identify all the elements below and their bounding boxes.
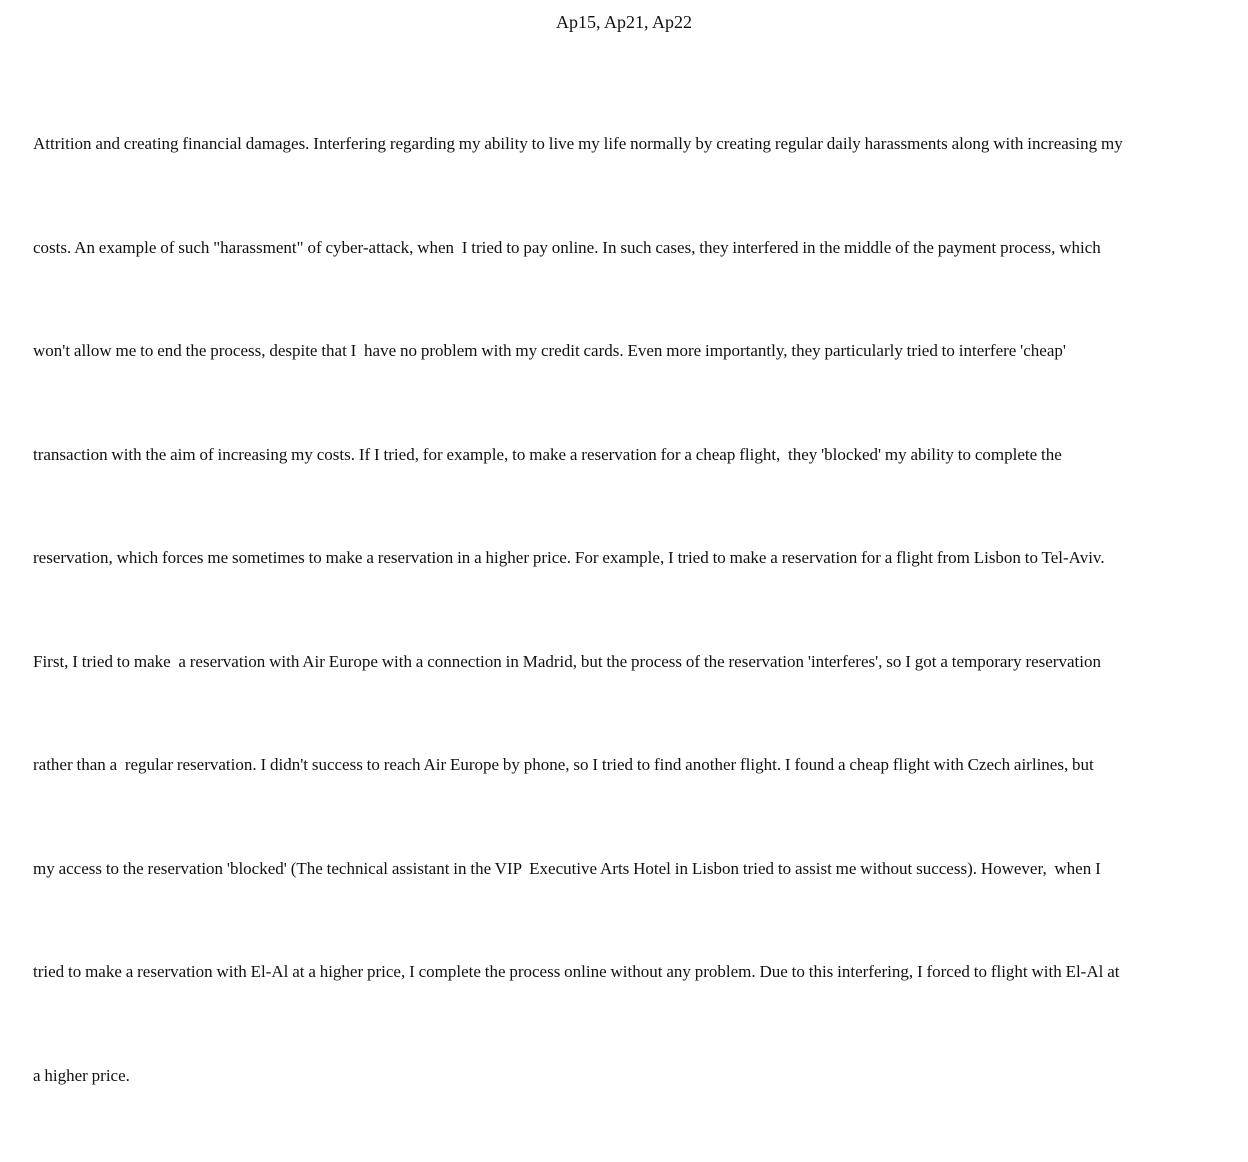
paragraph-line: reservation, which forces me sometimes to make a reservation in a higher price. For example, I tried to make a reservation for a flight from Lisbon to Tel-Aviv. [33,548,1105,567]
paragraph-line: won't allow me to end the process, despite that I have no problem with my credit cards. Even more importantly, they particularly tried to interfere 'cheap' [33,341,1066,360]
paragraph-line: my access to the reservation 'blocked' (The technical assistant in the VIP Executive Arts Hotel in Lisbon tried to assist me without success). However, when I [33,858,1101,878]
paragraph-line: Attrition and creating financial damages. Interfering regarding my ability to live my life normally by creating regular daily harassments along with increasing my [33,134,1123,153]
paragraph-line: a higher price. [33,1065,130,1085]
paragraph-line: First, I tried to make a reservation with Air Europe with a connection in Madrid, but the process of the reservation 'interferes', so I got a temporary reservation [33,651,1101,671]
paragraph-line: rather than a regular reservation. I didn't success to reach Air Europe by phone, so I tried to find another flight. I found a cheap flight with Czech airlines, but [33,755,1094,774]
page-heading: Ap15, Ap21, Ap22 [555,12,692,32]
paragraph-line: tried to make a reservation with El-Al at a higher price, I complete the process online without any problem. Due to this interfering, I forced to flight with El-Al at [33,962,1120,981]
paragraph-line: transaction with the aim of increasing my costs. If I tried, for example, to make a reservation for a cheap flight, they 'blocked' my ability to complete the [33,444,1062,464]
body-paragraph [33,58,1233,1162]
paragraph-line: costs. An example of such "harassment" of cyber-attack, when I tried to pay online. In such cases, they interfered in the middle of the payment process, which [33,237,1101,257]
